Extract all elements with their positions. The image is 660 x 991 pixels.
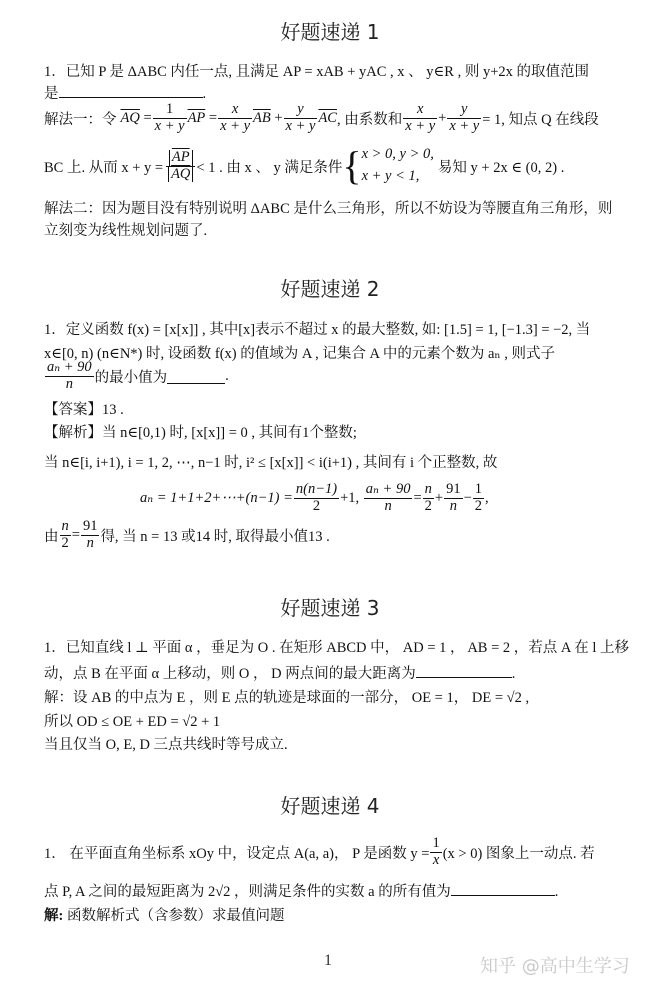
method-1-line-1: 解法一：令 $\overline{AQ}$ = $\frac{1}{x + y}$ $\overline{AP}$ = $\frac{x}{x + y}$ $\overline{AB}$ + $\frac{y}{x + y}$ $\overline{AC}$ , 由系数和 $\frac{x}{x + y}$ + $\frac{y}{x + y}$ = 1, 知点 Q 在线段 bbox=[44, 101, 599, 134]
watermark: 知乎 @高中生学习 bbox=[480, 956, 630, 977]
solution-text: 函数解析式（含参数）求最值问题 bbox=[66, 908, 285, 924]
method-2-line-2: 立刻变为线性规划问题了. bbox=[44, 223, 208, 239]
section-2-title: 好题速递 2 bbox=[280, 277, 380, 301]
solution-4 bbox=[44, 904, 284, 925]
method-1-line-2 bbox=[44, 140, 564, 192]
problem-3-line-2: 动，点 B 在平面 α 上移动，则 O ， D 两点间的最大距离为 . bbox=[44, 662, 515, 683]
problem-1-suffix: . bbox=[202, 86, 207, 102]
condition-system: x > 0, y > 0, x + y < 1, bbox=[361, 146, 434, 184]
method-1-text-1: , 由系数和 bbox=[336, 111, 403, 128]
abs-fraction: $\frac{\overline{AP}}{AQ}$ bbox=[166, 150, 195, 182]
fraction: $\frac{1}{x + y}$ bbox=[154, 101, 185, 134]
method-1-conclusion: 易知 y + 2x ∈ (0, 2) . bbox=[437, 159, 565, 176]
problem-2-suffix: 的最小值为 bbox=[94, 369, 168, 386]
method-1-text-3: BC 上. 从而 x + y = bbox=[44, 159, 164, 176]
problem-1-prefix: 是 bbox=[44, 86, 59, 102]
page-number: 1 bbox=[324, 952, 332, 969]
section-3-title: 好题速递 3 bbox=[280, 596, 380, 620]
method-1-label: 解法一：令 bbox=[44, 111, 117, 128]
problem-2-end: . bbox=[225, 367, 229, 384]
method-1-text-4: < 1 . 由 x 、 y 满足条件 bbox=[196, 159, 343, 176]
brace: { bbox=[342, 143, 362, 188]
solution-3-line-1: 解：设 AB 的中点为 E ，则 E 点的轨迹是球面的一部分， OE = 1， DE = √2 , bbox=[44, 690, 530, 706]
answer-blank bbox=[167, 369, 225, 384]
answer-2: 【答案】13 . bbox=[44, 402, 124, 418]
solution-3-line-3: 当且仅当 O, E, D 三点共线时等号成立. bbox=[44, 737, 288, 753]
analysis-2-line-4: 由 $\frac{n}{2}$ = $\frac{91}{n}$ 得, 当 n = 13 或14 时, 取得最小值13 . bbox=[44, 518, 330, 551]
answer-blank bbox=[59, 83, 203, 98]
fraction: $\frac{\text{aₙ + 90}}{n}$ bbox=[47, 359, 92, 392]
analysis-2-line-1: 【解析】当 n∈[0,1) 时, [x[x]] = 0 , 其间有1个整数; bbox=[44, 425, 357, 441]
analysis-2-equation: aₙ = 1+1+2+⋯+(n−1) = $\frac{n(n-1)}{2}$ +1, $\frac{\text{aₙ + 90}}{n}$ = $\frac{n}{2}$ + $\frac{91}{n}$ − $\frac{1}{2}$ , bbox=[140, 481, 489, 514]
method-2-line-1: 解法二：因为题目没有特别说明 ΔABC 是什么三角形，所以不妨设为等腰直角三角形，则 bbox=[44, 201, 613, 217]
problem-2-line-2: x∈[0, n) (n∈N*) 时, 设函数 f(x) 的值域为 A , 记集合 A 中的元素个数为 aₙ , 则式子 bbox=[44, 346, 556, 362]
analysis-2-line-2: 当 n∈[i, i+1), i = 1, 2, ⋯, n−1 时, i² ≤ [x[x]] < i(i+1) , 其间有 i 个正整数, 故 bbox=[44, 455, 498, 471]
solution-3-line-2: 所以 OD ≤ OE + ED = √2 + 1 bbox=[44, 714, 221, 730]
problem-4-line-2: 点 P, A 之间的最短距离为 2√2 ，则满足条件的实数 a 的所有值为 . bbox=[44, 880, 558, 901]
problem-3-line-1: 1．已知直线 l ⊥ 平面 α ，垂足为 O . 在矩形 ABCD 中， AD = 1 ， AB = 2 ，若点 A 在 l 上移 bbox=[44, 640, 629, 656]
answer-blank bbox=[416, 663, 512, 678]
fraction: $\frac{y}{x + y}$ bbox=[285, 101, 316, 134]
method-1-text-2: = 1, 知点 Q 在线段 bbox=[482, 111, 599, 128]
solution-label: 解: bbox=[44, 908, 64, 924]
problem-4-line-1: 1． 在平面直角坐标系 xOy 中，设定点 A(a, a)， P 是函数 y = $\frac{1}{x}$ (x > 0) 图象上一动点. 若 bbox=[44, 835, 595, 868]
vec-aq: $\overline{AQ}$ bbox=[120, 109, 140, 126]
fraction: $\frac{y}{x + y}$ bbox=[449, 101, 480, 134]
problem-2-line-1: 1．定义函数 f(x) = [x[x]] , 其中[x]表示不超过 x 的最大整数, 如: [1.5] = 1, [−1.3] = −2, 当 bbox=[44, 322, 591, 338]
fraction: $\frac{x}{x + y}$ bbox=[220, 101, 250, 134]
problem-2-line-3 bbox=[44, 356, 229, 396]
section-1-title: 好题速递 1 bbox=[280, 20, 380, 44]
problem-1-line-1: 1．已知 P 是 ΔABC 内任一点, 且满足 AP = xAB + yAC , x 、 y∈R , 则 y+2x 的取值范围 bbox=[44, 64, 590, 80]
section-4-title: 好题速递 4 bbox=[280, 794, 380, 818]
fraction: $\frac{x}{x + y}$ bbox=[405, 101, 436, 134]
answer-blank bbox=[451, 881, 555, 896]
